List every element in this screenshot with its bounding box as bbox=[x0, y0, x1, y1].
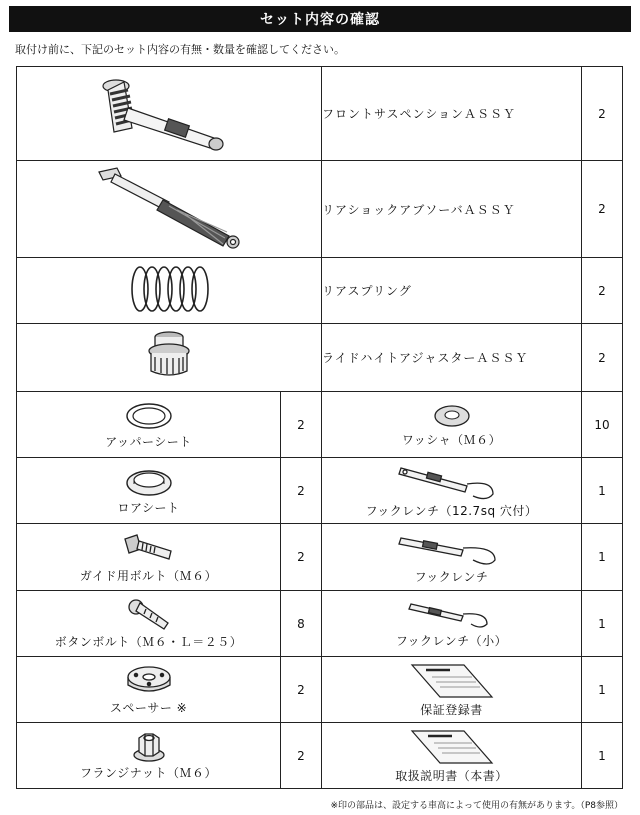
spacer-cell bbox=[17, 657, 281, 723]
item-quantity: 2 bbox=[582, 67, 623, 161]
rear-spring-image bbox=[17, 258, 322, 324]
table-row bbox=[17, 458, 623, 524]
item-quantity: 2 bbox=[582, 258, 623, 324]
table-row bbox=[17, 258, 623, 324]
item-name: スペーサー ※ bbox=[109, 701, 188, 715]
button-bolt-cell bbox=[17, 591, 281, 657]
button-bolt-icon bbox=[126, 597, 172, 633]
item-quantity: 1 bbox=[582, 591, 623, 657]
item-quantity: 2 bbox=[281, 657, 322, 723]
small-hook-wrench-icon bbox=[407, 598, 497, 632]
table-row bbox=[17, 591, 623, 657]
guide-bolt-cell bbox=[17, 524, 281, 591]
ride-height-adjuster-image bbox=[17, 324, 322, 392]
item-name: フロントサスペンションＡＳＳＹ bbox=[322, 67, 582, 161]
item-name: フランジナット（Ｍ６） bbox=[80, 766, 217, 780]
item-name: アッパーシート bbox=[105, 435, 192, 449]
hook-wrench-2-cell bbox=[322, 524, 582, 591]
item-name: 保証登録書 bbox=[420, 703, 483, 717]
footnote: ※印の部品は、設定する車高によって使用の有無があります。（P8参照） bbox=[330, 801, 623, 811]
item-quantity: 2 bbox=[281, 723, 322, 789]
hook-wrench-cell bbox=[322, 458, 582, 524]
rear-shock-absorber-icon bbox=[89, 162, 249, 252]
table-row bbox=[17, 657, 623, 723]
item-name: フックレンチ bbox=[414, 569, 489, 584]
item-name: リアショックアブソーバＡＳＳＹ bbox=[322, 161, 582, 258]
washer-icon bbox=[430, 401, 474, 431]
lower-seat-icon bbox=[124, 465, 174, 499]
item-name: フックレンチ（小） bbox=[395, 634, 508, 648]
item-quantity: 10 bbox=[582, 392, 623, 458]
item-quantity: 1 bbox=[582, 458, 623, 524]
item-name: フックレンチ（12.7sq 穴付） bbox=[365, 504, 538, 518]
item-quantity: 1 bbox=[582, 723, 623, 789]
item-name: ロアシート bbox=[117, 501, 180, 515]
item-quantity: 1 bbox=[582, 657, 623, 723]
upper-seat-cell bbox=[17, 392, 281, 458]
item-name: ガイド用ボルト（Ｍ６） bbox=[79, 568, 218, 583]
item-quantity: 2 bbox=[582, 161, 623, 258]
front-suspension-image bbox=[17, 67, 322, 161]
item-name: ボタンボルト（Ｍ６・Ｌ＝２５） bbox=[54, 635, 243, 649]
guide-bolt-icon bbox=[121, 531, 177, 567]
hook-wrench-icon bbox=[397, 462, 507, 502]
table-row bbox=[17, 324, 623, 392]
table-row bbox=[17, 67, 623, 161]
item-quantity: 2 bbox=[281, 458, 322, 524]
warranty-card-cell bbox=[322, 657, 582, 723]
item-quantity: 2 bbox=[582, 324, 623, 392]
upper-seat-icon bbox=[124, 399, 174, 433]
table-row bbox=[17, 392, 623, 458]
flange-nut-icon bbox=[129, 730, 169, 764]
flange-nut-cell bbox=[17, 723, 281, 789]
ride-height-adjuster-icon bbox=[141, 327, 197, 385]
item-name: ライドハイトアジャスターＡＳＳＹ bbox=[322, 324, 582, 392]
front-suspension-icon bbox=[94, 68, 244, 156]
item-quantity: 2 bbox=[281, 392, 322, 458]
lower-seat-cell bbox=[17, 458, 281, 524]
kit-contents-table bbox=[16, 66, 623, 789]
manual-icon bbox=[406, 727, 498, 767]
table-row bbox=[17, 161, 623, 258]
small-hook-wrench-cell bbox=[322, 591, 582, 657]
section-title: セット内容の確認 bbox=[9, 6, 631, 32]
table-row bbox=[17, 723, 623, 789]
item-quantity: 1 bbox=[582, 524, 623, 591]
item-quantity: 8 bbox=[281, 591, 322, 657]
intro-text: 取付け前に、下記のセット内容の有無・数量を確認してください。 bbox=[15, 43, 345, 56]
rear-spring-icon bbox=[124, 260, 214, 318]
item-name: 取扱説明書（本書） bbox=[395, 769, 508, 783]
hook-wrench-icon bbox=[397, 530, 507, 568]
washer-cell bbox=[322, 392, 582, 458]
rear-shock-absorber-image bbox=[17, 161, 322, 258]
manual-cell bbox=[322, 723, 582, 789]
item-name: リアスプリング bbox=[322, 258, 582, 324]
item-quantity: 2 bbox=[281, 524, 322, 591]
table-row bbox=[17, 524, 623, 591]
item-name: ワッシャ（Ｍ６） bbox=[401, 433, 502, 447]
spacer-icon bbox=[124, 663, 174, 699]
warranty-card-icon bbox=[406, 661, 498, 701]
